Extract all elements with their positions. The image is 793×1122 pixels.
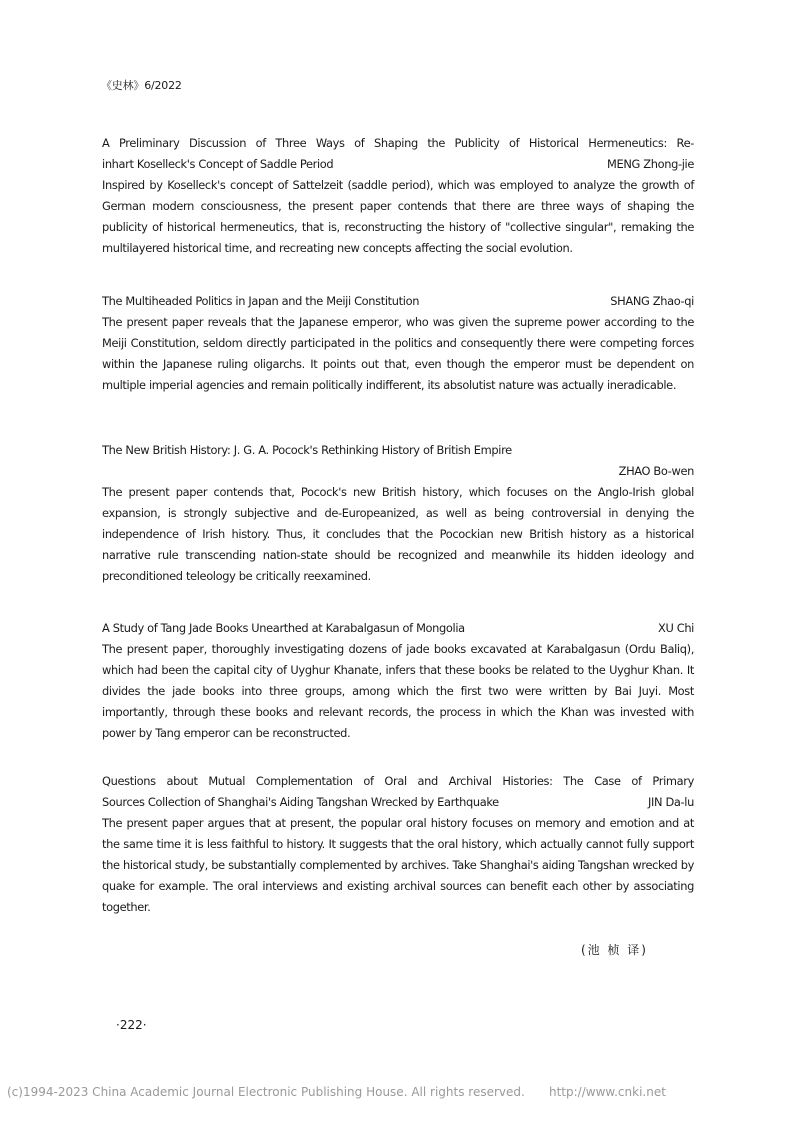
article-title-line-2: Sources Collection of Shanghai's Aiding Tangshan Wrecked by Earthquake [102,795,499,809]
article-1 [102,133,694,259]
article-2 [102,291,694,396]
cnki-link[interactable]: http://www.cnki.net [549,1085,666,1099]
article-title [102,440,694,461]
abstract: The present paper contends that, Pocock's new British history, which focuses on the Anglo-Irish global expansion, is strongly subjective and de-Europeanized, as well as being controversial in denying the independence of Irish history. Thus, it concludes that the Pocockian new British history as a historical narrative rule transcending nation-state should be recognized and meanwhile its hidden ideology and preconditioned teleology be critically reexamined. [102,485,694,583]
author-name: XU Chi [658,621,694,635]
article-title-line-2: inhart Koselleck's Concept of Saddle Period [102,157,334,171]
article-title-continued [102,154,694,175]
translator-credit: (池 桢 译) [581,943,648,957]
author-name: MENG Zhong-jie [607,157,694,171]
author-name: ZHAO Bo-wen [618,464,694,478]
article-title-line-1: A Study of Tang Jade Books Unearthed at Karabalgasun of Mongolia [102,621,465,635]
copyright-notice: (c)1994-2023 China Academic Journal Electronic Publishing House. All rights reserved. [7,1085,525,1099]
article-title-continued [102,792,694,813]
author-name: JIN Da-lu [648,795,694,809]
article-title-line-1: The New British History: J. G. A. Pocock's Rethinking History of British Empire [102,443,512,457]
article-title-line-1: A Preliminary Discussion of Three Ways of Shaping the Publicity of Historical Hermeneutics: Re- [102,136,694,150]
abstract: The present paper reveals that the Japanese emperor, who was given the supreme power according to the Meiji Constitution, seldom directly participated in the politics and consequently there were competing forces within the Japanese ruling oligarchs. It points out that, even though the emperor must be dependent on multiple imperial agencies and remain politically indifferent, its absolutist nature was actually ineradicable. [102,315,694,392]
article-title [102,618,694,639]
article-title-line-1: The Multiheaded Politics in Japan and the Meiji Constitution [102,294,420,308]
author-name: SHANG Zhao-qi [610,294,694,308]
page-number: ·222· [116,1018,147,1032]
article-title [102,771,694,792]
abstract: The present paper, thoroughly investigating dozens of jade books excavated at Karabalgasun (Ordu Baliq), which had been the capital city of Uyghur Khanate, infers that these books be related to the Uyghur Khan. It divides the jade books into three groups, among which the first two were written by Bai Juyi. Most importantly, through these books and relevant records, the process in which the Khan was invested with power by Tang emperor can be reconstructed. [102,642,694,740]
article-3 [102,440,694,587]
abstract: The present paper argues that at present, the popular oral history focuses on memory and emotion and at the same time it is less faithful to history. It suggests that the oral history, which actually cannot fully support the historical study, be substantially complemented by archives. Take Shanghai's aiding Tangshan wrecked by quake for example. The oral interviews and existing archival sources can benefit each other by associating together. [102,816,694,914]
article-title [102,291,694,312]
journal-header: 《史林》6/2022 [101,79,182,92]
article-4 [102,618,694,744]
article-5 [102,771,694,918]
abstract: Inspired by Koselleck's concept of Sattelzeit (saddle period), which was employed to analyze the growth of German modern consciousness, the present paper contends that there are three ways of shaping the publicity of historical hermeneutics, that is, reconstructing the history of "collective singular", remaking the multilayered historical time, and recreating new concepts affecting the social evolution. [102,178,694,255]
article-title [102,133,694,154]
article-title-line-1: Questions about Mutual Complementation of Oral and Archival Histories: The Case of Primary [102,774,694,788]
